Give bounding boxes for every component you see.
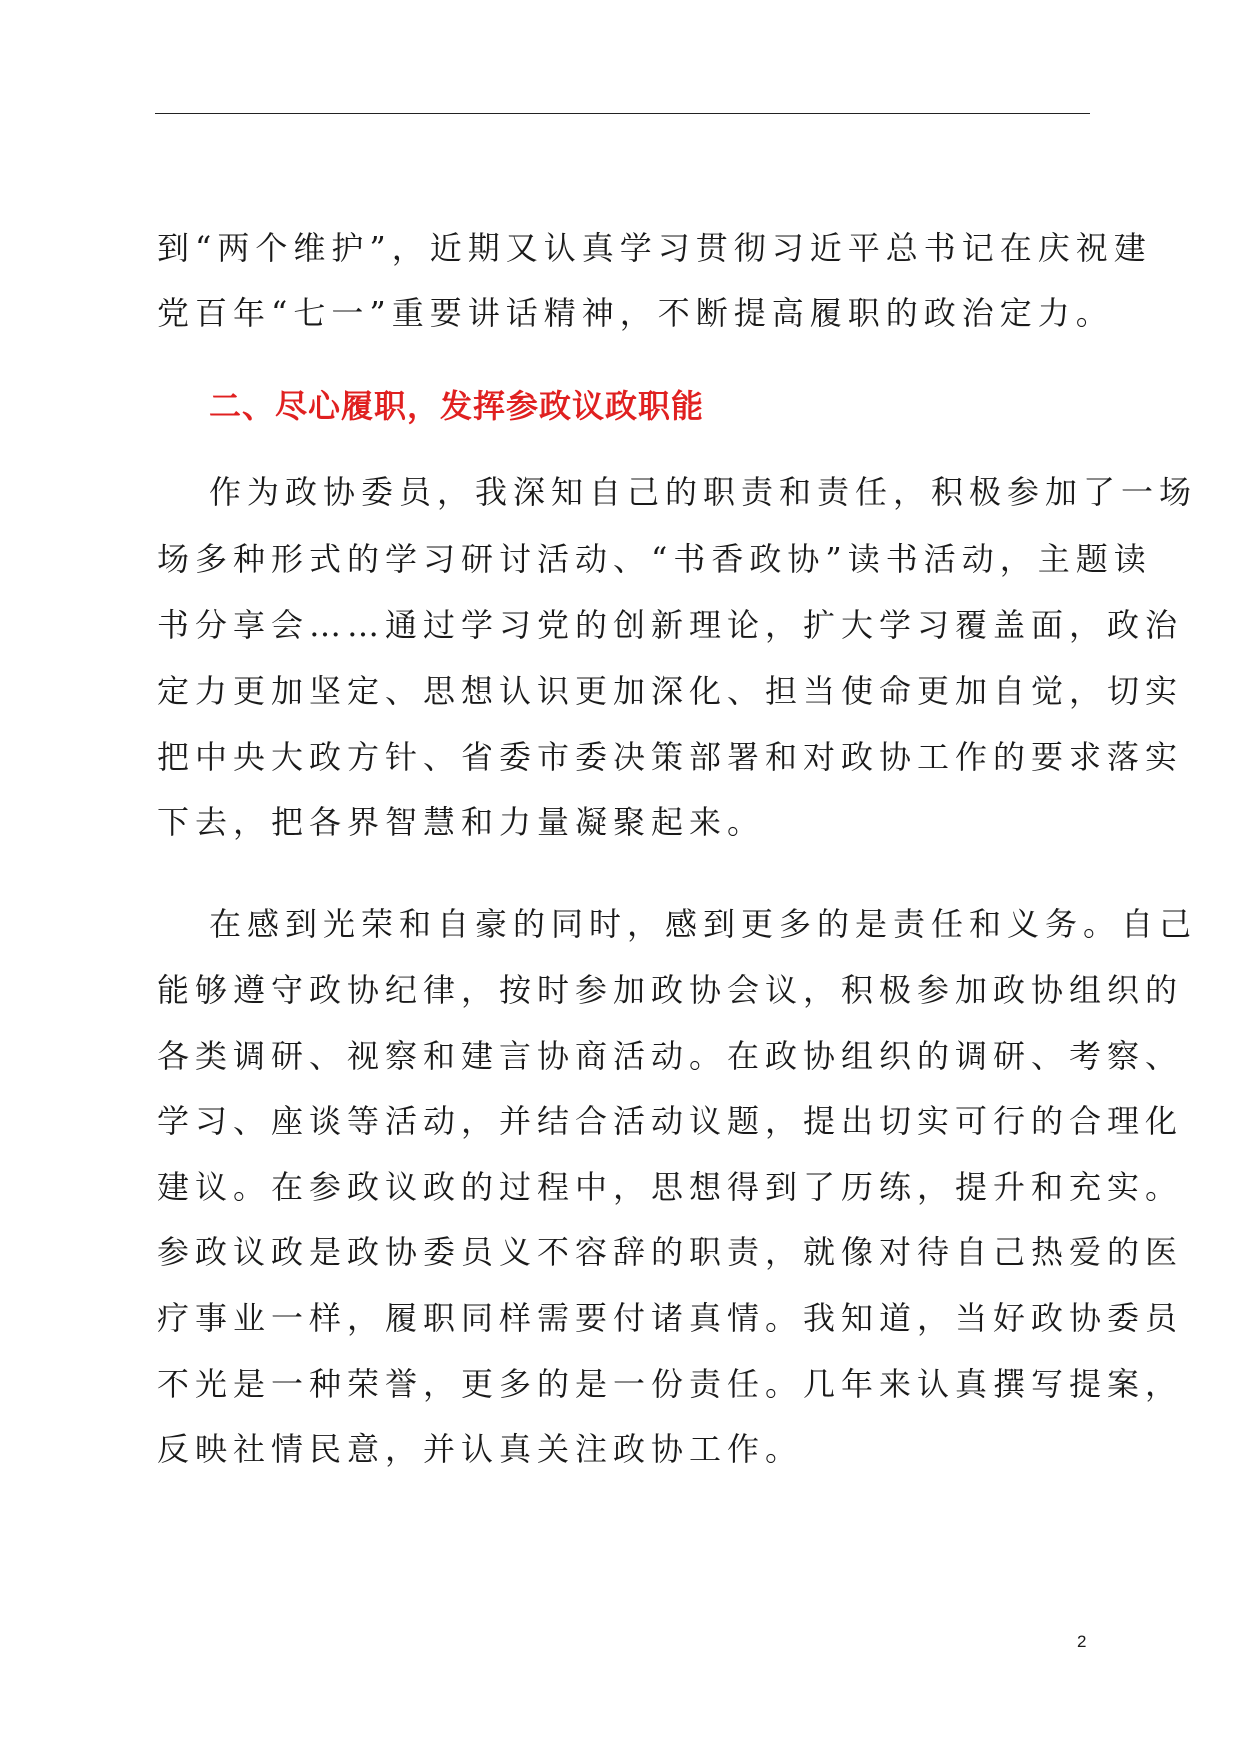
text-line: 疗事业一样，履职同样需要付诸真情。我知道，当好政协委员 (157, 1299, 1184, 1337)
text-line: 把中央大政方针、省委市委决策部署和对政协工作的要求落实 (157, 738, 1184, 776)
text-line: 定力更加坚定、思想认识更加深化、担当使命更加自觉，切实 (157, 672, 1184, 710)
text-line: 到“两个维护”，近期又认真学习贯彻习近平总书记在庆祝建 (157, 229, 1152, 267)
text-line: 反映社情民意，并认真关注政协工作。 (157, 1430, 804, 1468)
text-line: 参政议政是政协委员义不容辞的职责，就像对待自己热爱的医 (157, 1233, 1184, 1271)
section-heading: 二、尽心履职，发挥参政议政职能 (209, 387, 705, 425)
text-line: 在感到光荣和自豪的同时，感到更多的是责任和义务。自己 (209, 905, 1198, 943)
text-line: 各类调研、视察和建言协商活动。在政协组织的调研、考察、 (157, 1037, 1184, 1075)
text-line: 能够遵守政协纪律，按时参加政协会议，积极参加政协组织的 (157, 971, 1184, 1009)
header-rule (155, 113, 1090, 114)
text-line: 场多种形式的学习研讨活动、“书香政协”读书活动，主题读 (157, 540, 1152, 578)
text-line: 不光是一种荣誉，更多的是一份责任。几年来认真撰写提案， (157, 1365, 1184, 1403)
text-line: 学习、座谈等活动，并结合活动议题，提出切实可行的合理化 (157, 1102, 1184, 1140)
text-line: 书分享会……通过学习党的创新理论，扩大学习覆盖面，政治 (157, 606, 1184, 644)
text-line: 下去，把各界智慧和力量凝聚起来。 (157, 803, 766, 841)
page-number: 2 (1077, 1632, 1087, 1651)
text-line: 作为政协委员，我深知自己的职责和责任，积极参加了一场 (209, 473, 1198, 511)
text-line: 党百年“七一”重要讲话精神，不断提高履职的政治定力。 (157, 294, 1114, 332)
text-line: 建议。在参政议政的过程中，思想得到了历练，提升和充实。 (157, 1168, 1184, 1206)
